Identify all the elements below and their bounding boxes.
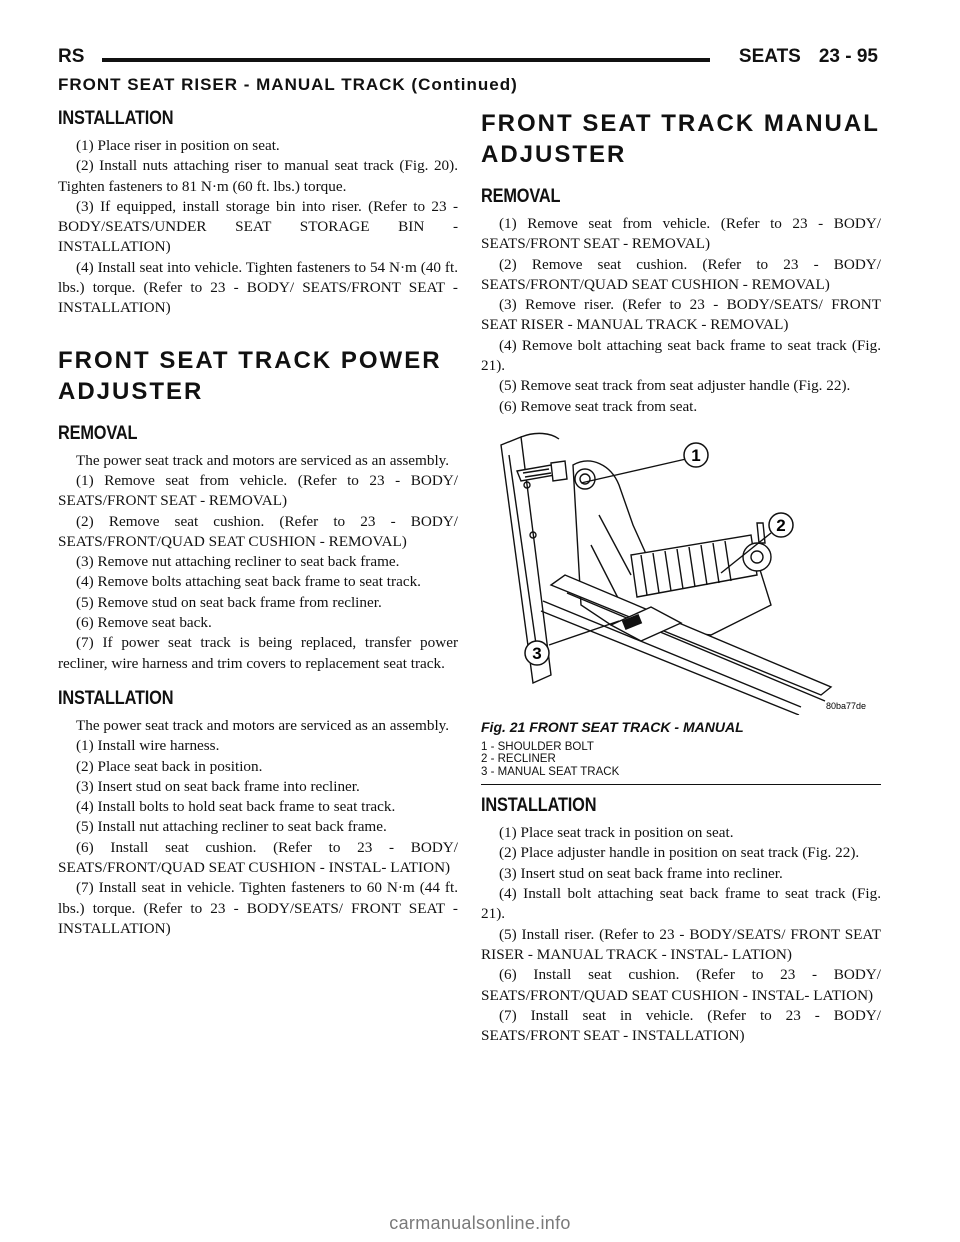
header-rule (102, 58, 710, 62)
power-removal-step: (5) Remove stud on seat back frame from recliner. (76, 593, 382, 611)
manual-install-step: (2) Place adjuster handle in position on seat track (Fig. 22). (499, 844, 860, 862)
header-right (721, 46, 878, 68)
continued-title: FRONT SEAT RISER - MANUAL TRACK (Continued) (58, 75, 518, 94)
header-section: SEATS (738, 46, 801, 67)
manual-adjuster-title: FRONT SEAT TRACK MANUAL ADJUSTER (481, 110, 880, 168)
manual-installation-heading: INSTALLATION (481, 795, 597, 817)
power-adjuster-title: FRONT SEAT TRACK POWER ADJUSTER (58, 346, 442, 405)
manual-removal-heading: REMOVAL (481, 186, 561, 207)
power-removal-step: (2) Remove seat cushion. (Refer to 23 - BODY/ SEATS/FRONT/QUAD SEAT CUSHION - REMOVAL) (58, 512, 458, 550)
legend-item: 2 - RECLINER (481, 753, 556, 766)
power-install-step: (5) Install nut attaching recliner to seat back frame. (76, 818, 387, 836)
callout-1-label: 1 (691, 445, 701, 465)
power-installation-heading: INSTALLATION (58, 687, 174, 709)
power-install-step: (4) Install bolts to hold seat back frame to seat track. (76, 798, 396, 816)
power-removal-step: (1) Remove seat from vehicle. (Refer to 23 - BODY/ SEATS/FRONT SEAT - REMOVAL) (58, 471, 458, 510)
manual-install-step: (4) Install bolt attaching seat back frame to seat track (Fig. 21). (481, 885, 881, 923)
seat-track-figure (481, 425, 881, 715)
header-manual-code: RS (58, 46, 85, 67)
manual-install-step: (6) Install seat cushion. (Refer to 23 - BODY/ SEATS/FRONT/QUAD SEAT CUSHION - INSTAL- LATION) (481, 966, 881, 1004)
riser-install-step: (3) If equipped, install storage bin into riser. (Refer to 23 - BODY/SEATS/UNDER SEAT STORAGE BIN - INSTALLATION) (58, 197, 458, 256)
left-column (58, 108, 458, 939)
manual-removal-step: (3) Remove riser. (Refer to 23 - BODY/SEATS/ FRONT SEAT RISER - MANUAL TRACK - REMOVAL) (481, 296, 881, 334)
manual-install-step: (1) Place seat track in position on seat. (499, 824, 734, 842)
manual-removal-step: (1) Remove seat from vehicle. (Refer to 23 - BODY/ SEATS/FRONT SEAT - REMOVAL) (481, 215, 881, 253)
callout-3-label: 3 (532, 643, 542, 663)
figure-callout-3 (525, 641, 549, 665)
power-install-step: (1) Install wire harness. (76, 737, 220, 755)
power-removal-step: (3) Remove nut attaching recliner to seat back frame. (76, 553, 400, 571)
callout-2-label: 2 (776, 515, 786, 535)
manual-removal-step: (6) Remove seat track from seat. (499, 397, 698, 415)
riser-install-step: (4) Install seat into vehicle. Tighten fasteners to 54 N·m (40 ft. lbs.) torque. (Refer to 23 - BODY/ SEATS/FRONT SEAT - INSTALLATION) (58, 258, 458, 317)
figure-legend (481, 741, 881, 785)
power-removal-intro: The power seat track and motors are serviced as an assembly. (76, 451, 450, 469)
riser-install-step: (1) Place riser in position on seat. (76, 137, 280, 154)
riser-installation-heading: INSTALLATION (58, 108, 174, 129)
legend-item: 3 - MANUAL SEAT TRACK (481, 765, 620, 778)
power-removal-step: (4) Remove bolts attaching seat back frame to seat track. (76, 573, 421, 591)
figure-callout-2 (769, 513, 793, 537)
power-install-step: (7) Install seat in vehicle. Tighten fasteners to 60 N·m (44 ft. lbs.) torque. (Refer to 23 - BODY/SEATS/ FRONT SEAT - INSTALLATION) (58, 879, 458, 937)
power-removal-step: (6) Remove seat back. (76, 614, 212, 632)
power-install-step: (3) Insert stud on seat back frame into recliner. (76, 777, 360, 795)
header-page-number: 23 - 95 (818, 46, 878, 67)
figure-callout-1 (684, 443, 708, 467)
watermark-footer[interactable]: carmanualsonline.info (389, 1213, 571, 1233)
figure-caption: Fig. 21 FRONT SEAT TRACK - MANUAL (481, 718, 744, 735)
power-install-step: (2) Place seat back in position. (76, 757, 263, 775)
manual-removal-step: (5) Remove seat track from seat adjuster handle (Fig. 22). (499, 377, 851, 395)
right-column (481, 108, 881, 1046)
page-header (58, 38, 878, 78)
power-removal-step: (7) If power seat track is being replaced, transfer power recliner, wire harness and trim covers to replacement seat track. (58, 634, 458, 672)
power-install-intro: The power seat track and motors are serviced as an assembly. (76, 716, 450, 734)
manual-install-step: (3) Insert stud on seat back frame into recliner. (499, 864, 783, 882)
manual-install-step: (7) Install seat in vehicle. (Refer to 23 - BODY/ SEATS/FRONT SEAT - INSTALLATION) (481, 1006, 881, 1045)
manual-install-step: (5) Install riser. (Refer to 23 - BODY/SEATS/ FRONT SEAT RISER - MANUAL TRACK - INSTAL- LATION) (481, 925, 881, 963)
seat-track-illustration (481, 425, 881, 715)
legend-item: 1 - SHOULDER BOLT (481, 740, 594, 753)
manual-removal-step: (2) Remove seat cushion. (Refer to 23 - BODY/ SEATS/FRONT/QUAD SEAT CUSHION - REMOVAL) (481, 255, 881, 293)
power-install-step: (6) Install seat cushion. (Refer to 23 - BODY/ SEATS/FRONT/QUAD SEAT CUSHION - INSTAL- LATION) (58, 838, 458, 877)
power-removal-heading: REMOVAL (58, 422, 138, 444)
riser-install-step: (2) Install nuts attaching riser to manual seat track (Fig. 20). Tighten fasteners to 81 N·m (60 ft. lbs.) torque. (58, 157, 458, 195)
figure-code: 80ba77de (825, 700, 866, 711)
manual-removal-step: (4) Remove bolt attaching seat back frame to seat track (Fig. 21). (481, 336, 881, 375)
